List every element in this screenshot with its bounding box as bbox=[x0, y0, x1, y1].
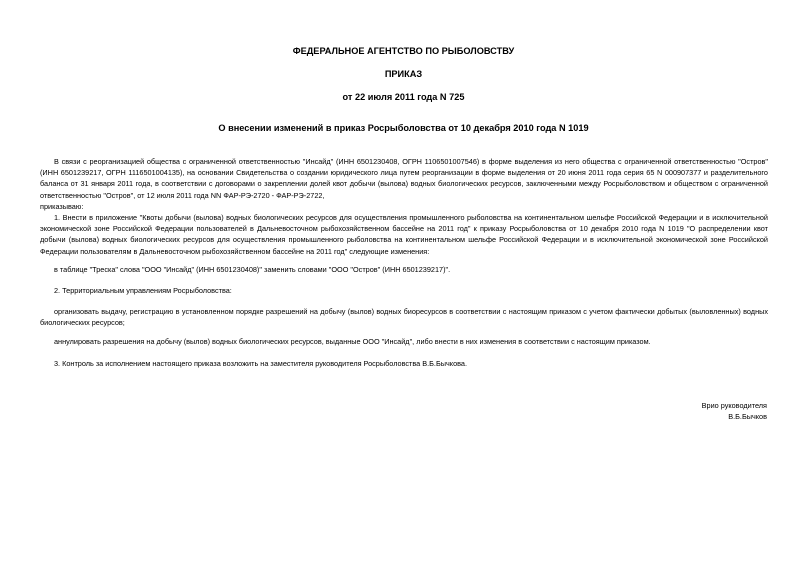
preamble-paragraph: В связи с реорганизацией общества с ограниченной ответственностью "Инсайд" (ИНН 6501230408, ОГРН 1106501007546) в форме выделения из него общества с ограниченной ответственностью "Остров" (ИНН 6501239217, ОГРН 1116501004135), на основании Свидетельства о создании юридического лица путем реорганизации в форме выделения от 20 июня 2011 года серия 65 N 000907377 и разделительного баланса от 31 января 2011 года, в соответствии с договорами о закреплении долей квот добычи (вылова) водных биологических ресурсов, заключенными между Росрыболовством и обществом с ограниченной ответственностью "Остров", от 12 июля 2011 года NN ФАР-РЭ-2720 - ФАР-РЭ-2722, bbox=[40, 157, 768, 200]
document-date-number: от 22 июля 2011 года N 725 bbox=[342, 92, 465, 102]
signature-name: В.Б.Бычков bbox=[728, 412, 767, 421]
item-2-paragraph: 2. Территориальным управлениям Росрыболовства: bbox=[54, 286, 232, 295]
document-title: О внесении изменений в приказ Росрыболовства от 10 декабря 2010 года N 1019 bbox=[218, 123, 589, 133]
item-1-paragraph: 1. Внести в приложение "Квоты добычи (вылова) водных биологических ресурсов для осуществления промышленного рыболовства на континентальном шельфе Российской Федерации и в исключительной экономической зоне Российской Федерации пользователей в Дальневосточном рыбохозяйственном бассейне на 2011 год" к приказу Росрыболовства от 10 декабря 2010 года N 1019 "О распределении квот добычи (вылова) водных биологических ресурсов для осуществления промышленного рыболовства на континентальном шельфе Российской Федерации и в исключительной экономической зоне Российской Федерации пользователям в Дальневосточном рыбохозяйственном бассейне на 2011 год" следующие изменения: bbox=[40, 213, 768, 256]
document-type: ПРИКАЗ bbox=[384, 69, 423, 79]
agency-name: ФЕДЕРАЛЬНОЕ АГЕНТСТВО ПО РЫБОЛОВСТВУ bbox=[292, 46, 515, 56]
item-1-sub-paragraph: в таблице "Треска" слова "ООО "Инсайд" (ИНН 6501230408)" заменить словами "ООО "Остров" (ИНН 6501239217)". bbox=[54, 265, 451, 274]
item-2-sub-1-paragraph: организовать выдачу, регистрацию в установленном порядке разрешений на добычу (вылов) водных биоресурсов в соответствии с настоящим приказом с учетом фактически добытых (выловленных) водных биологических ресурсов; bbox=[40, 307, 768, 328]
order-word: приказываю: bbox=[40, 202, 84, 211]
item-2-sub-2-paragraph: аннулировать разрешения на добычу (вылов) водных биологических ресурсов, выданные ООО "Инсайд", либо внести в них изменения в соответствии с настоящим приказом. bbox=[54, 337, 651, 346]
item-3-paragraph: 3. Контроль за исполнением настоящего приказа возложить на заместителя руководителя Росрыболовства В.Б.Бычкова. bbox=[54, 359, 468, 368]
signature-position: Врио руководителя bbox=[701, 401, 767, 410]
